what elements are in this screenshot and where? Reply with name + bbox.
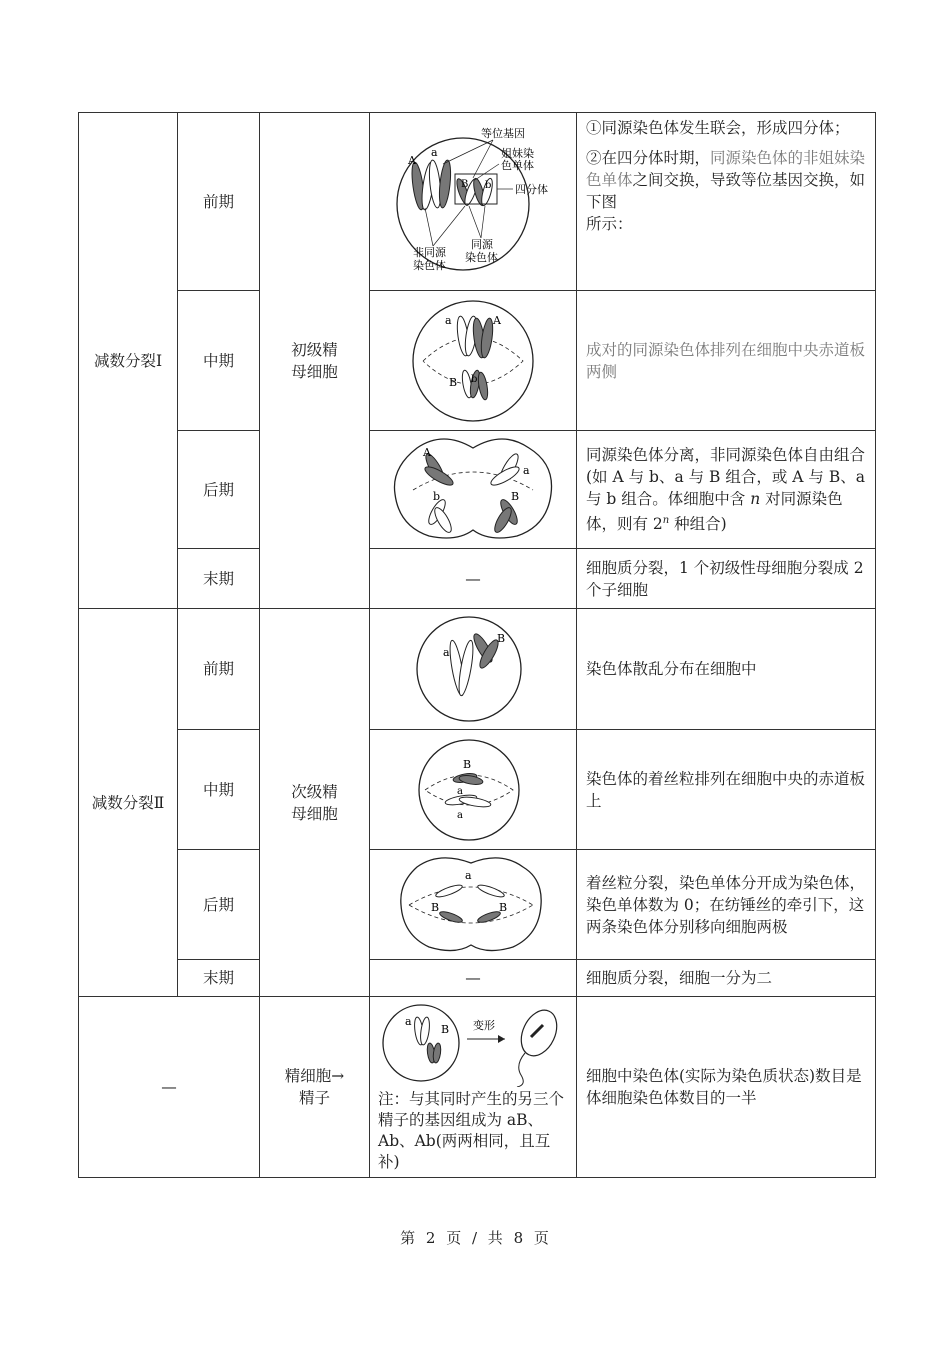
label-A: A bbox=[423, 445, 431, 459]
desc-text: 种组合) bbox=[669, 515, 727, 534]
dash-cell: — bbox=[370, 549, 577, 609]
label-a: a bbox=[431, 145, 438, 159]
label-nonhomologous-1: 非同源 bbox=[413, 245, 446, 259]
stage-meiosis-1 bbox=[79, 113, 178, 609]
label-homologous-2: 染色体 bbox=[465, 250, 498, 264]
diagram-m2-prophase bbox=[370, 609, 577, 730]
cell-type-spermatid bbox=[260, 997, 370, 1178]
label-a: a bbox=[443, 646, 450, 659]
label-B: B bbox=[497, 632, 506, 645]
label-sister-2: 色单体 bbox=[501, 158, 534, 172]
desc-m1-anaphase bbox=[577, 431, 876, 549]
stage-label: 减数分裂Ⅰ bbox=[93, 351, 163, 370]
label-B: B bbox=[461, 178, 469, 190]
cell-type-primary bbox=[260, 113, 370, 609]
desc-text: 对同源染色体，则有 2 bbox=[586, 489, 843, 534]
row-m1-prophase bbox=[79, 113, 876, 291]
stage-sperm: — bbox=[79, 997, 260, 1178]
row-m2-prophase bbox=[79, 609, 876, 730]
label-a: a bbox=[465, 868, 472, 882]
desc-line: ①同源染色体发生联会，形成四分体； bbox=[586, 119, 850, 137]
desc-line bbox=[586, 147, 867, 213]
cell-type-line: 精子 bbox=[298, 1089, 330, 1107]
phase-label: 中期 bbox=[178, 730, 260, 850]
cell-type-line: 母细胞 bbox=[291, 362, 338, 381]
desc-text: 同源染色体分离，非同源染色体自由组合(如 A 与 b、a 与 B 组合，或 A 与 B、a 与 b 组合。体细胞中含 bbox=[586, 445, 866, 508]
desc-line: 所示： bbox=[586, 215, 633, 233]
diagram-m1-anaphase bbox=[370, 431, 577, 549]
desc-m2-telophase: 细胞质分裂，细胞一分为二 bbox=[577, 960, 876, 997]
stage-label: 减数分裂Ⅱ bbox=[91, 793, 165, 812]
label-B: B bbox=[463, 757, 472, 771]
desc-m2-metaphase: 染色体的着丝粒排列在细胞中央的赤道板上 bbox=[577, 730, 876, 850]
cell-type-line: 初级精 bbox=[291, 340, 338, 359]
label-B: B bbox=[440, 1023, 449, 1036]
cell-type-line: 次级精 bbox=[291, 782, 338, 801]
cell-type-line: 精细胞→ bbox=[284, 1067, 345, 1085]
m1-metaphase-figure bbox=[373, 294, 573, 428]
label-a: a bbox=[457, 785, 463, 797]
row-m1-telophase bbox=[79, 549, 876, 609]
phase-label: 末期 bbox=[178, 549, 260, 609]
label-nonhomologous-2: 染色体 bbox=[413, 258, 446, 272]
m2-prophase-figure bbox=[373, 612, 573, 726]
desc-sup-n: n bbox=[662, 514, 670, 526]
m2-metaphase-figure bbox=[373, 734, 573, 846]
label-transform: 变形 bbox=[472, 1019, 495, 1032]
label-B: B bbox=[449, 375, 458, 389]
label-tetrad: 四分体 bbox=[515, 182, 548, 196]
desc-m2-prophase: 染色体散乱分布在细胞中 bbox=[577, 609, 876, 730]
m1-anaphase-figure bbox=[373, 434, 573, 546]
label-b: b bbox=[433, 489, 441, 503]
row-m2-metaphase bbox=[79, 730, 876, 850]
row-m1-metaphase bbox=[79, 291, 876, 431]
m1-prophase-figure bbox=[373, 116, 573, 288]
page-footer: 第 2 页 / 共 8 页 bbox=[400, 1229, 552, 1247]
desc-m1-telophase: 细胞质分裂，1 个初级性母细胞分裂成 2 个子细胞 bbox=[577, 549, 876, 609]
label-b: b bbox=[485, 179, 492, 191]
label-a: a bbox=[404, 1015, 412, 1028]
label-A: A bbox=[493, 313, 501, 327]
desc-m1-prophase bbox=[577, 113, 876, 291]
sperm-note: 注：与其同时产生的另三个精子的基因组成为 aB、Ab、Ab(两两相同，且互补) bbox=[378, 1090, 565, 1171]
label-b: b bbox=[471, 373, 478, 385]
label-sister-1: 姐妹染 bbox=[501, 146, 534, 160]
meiosis-table bbox=[78, 112, 876, 1178]
desc-sperm: 细胞中染色体(实际为染色质状态)数目是体细胞染色体数目的一半 bbox=[577, 997, 876, 1178]
row-m1-anaphase bbox=[79, 431, 876, 549]
cell-type-line: 母细胞 bbox=[291, 804, 338, 823]
diagram-spermatogenesis bbox=[370, 997, 577, 1178]
cell-type-secondary bbox=[260, 609, 370, 997]
diagram-m1-prophase bbox=[370, 113, 577, 291]
desc-var-n: n bbox=[750, 489, 761, 508]
label-B: B bbox=[499, 900, 508, 914]
label-allele: 等位基因 bbox=[481, 126, 525, 140]
sperm-figure bbox=[371, 999, 576, 1087]
label-A: A bbox=[408, 153, 416, 167]
label-homologous-1: 同源 bbox=[471, 237, 493, 251]
label-a: a bbox=[445, 313, 452, 327]
dash-cell: — bbox=[370, 960, 577, 997]
desc-highlight: 同源染色体的非姐妹染色单体 bbox=[586, 149, 866, 189]
diagram-m1-metaphase bbox=[370, 291, 577, 431]
label-a: a bbox=[457, 809, 463, 821]
m2-anaphase-figure bbox=[373, 853, 573, 957]
phase-label: 中期 bbox=[178, 291, 260, 431]
label-a: a bbox=[523, 463, 530, 477]
stage-meiosis-2 bbox=[79, 609, 178, 997]
desc-text: ②在四分体时期， bbox=[586, 149, 711, 167]
diagram-m2-anaphase bbox=[370, 850, 577, 960]
phase-label: 前期 bbox=[178, 609, 260, 730]
row-m2-telophase bbox=[79, 960, 876, 997]
phase-label: 前期 bbox=[178, 113, 260, 291]
phase-label: 后期 bbox=[178, 431, 260, 549]
row-spermatogenesis bbox=[79, 997, 876, 1178]
diagram-m2-metaphase bbox=[370, 730, 577, 850]
desc-text: 之间交换，导致等位基因交换，如下图 bbox=[586, 171, 866, 211]
phase-label: 末期 bbox=[178, 960, 260, 997]
desc-m1-metaphase: 成对的同源染色体排列在细胞中央赤道板两侧 bbox=[577, 291, 876, 431]
phase-label: 后期 bbox=[178, 850, 260, 960]
row-m2-anaphase bbox=[79, 850, 876, 960]
label-B: B bbox=[431, 900, 440, 914]
label-B: B bbox=[511, 489, 520, 503]
desc-m2-anaphase: 着丝粒分裂，染色单体分开成为染色体，染色单体数为 0；在纺锤丝的牵引下，这两条染色体分别移向细胞两极 bbox=[577, 850, 876, 960]
